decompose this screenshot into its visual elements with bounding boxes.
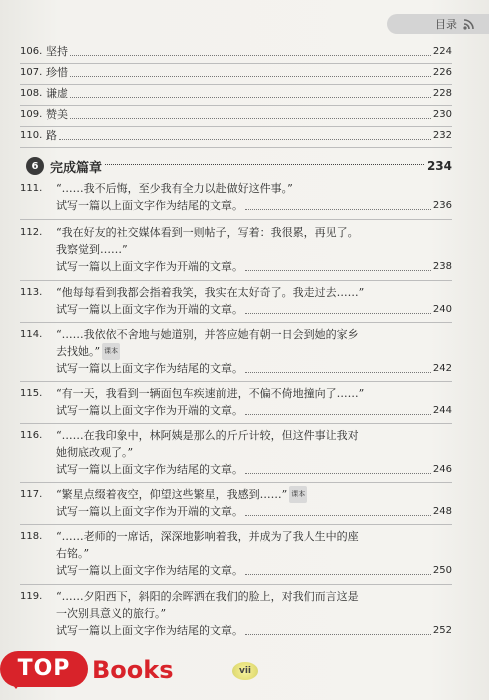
entry-prompt: “……我不后悔，至少我有全力以赴做好这件事。” bbox=[56, 182, 293, 195]
toc-item[interactable] bbox=[20, 108, 452, 122]
leader-dots bbox=[70, 96, 431, 98]
row-divider bbox=[20, 84, 452, 85]
topbooks-logo bbox=[0, 650, 190, 690]
toc-entry[interactable] bbox=[20, 224, 452, 275]
toc-entry[interactable] bbox=[20, 326, 452, 377]
entry-prompt: “……老师的一席话，深深地影响着我，并成为了我人生中的座 bbox=[56, 530, 359, 543]
entry-page: 242 bbox=[432, 363, 452, 374]
contents-tab-label: 目录 bbox=[435, 18, 457, 31]
leader-dots bbox=[245, 208, 431, 210]
section-heading[interactable] bbox=[26, 156, 452, 176]
toc-item[interactable] bbox=[20, 45, 452, 59]
toc-item[interactable] bbox=[20, 66, 452, 80]
row-divider bbox=[20, 147, 452, 148]
leader-dots bbox=[70, 117, 431, 119]
entry-number: 119. bbox=[20, 591, 43, 602]
footer-page-number: vii bbox=[232, 662, 258, 680]
leader-dots bbox=[59, 138, 431, 140]
entry-instruction: 试写一篇以上面文字作为结尾的文章。 bbox=[56, 199, 243, 212]
leader-dots bbox=[245, 312, 431, 314]
entry-prompt-cont: 她彻底改观了。” bbox=[56, 446, 134, 459]
entry-number: 117. bbox=[20, 489, 43, 500]
toc-item-page: 230 bbox=[432, 109, 452, 120]
entry-instruction: 试写一篇以上面文字作为结尾的文章。 bbox=[56, 624, 243, 637]
entry-instruction: 试写一篇以上面文字作为结尾的文章。 bbox=[56, 463, 243, 476]
leader-dots bbox=[245, 269, 431, 271]
toc-item-page: 228 bbox=[432, 88, 452, 99]
entry-page: 236 bbox=[432, 200, 452, 211]
leader-dots bbox=[70, 54, 431, 56]
leader-dots bbox=[245, 514, 431, 516]
toc-entry[interactable] bbox=[20, 385, 452, 419]
rss-icon bbox=[463, 18, 475, 30]
toc-entry[interactable] bbox=[20, 486, 452, 520]
textbook-badge: 课本 bbox=[289, 486, 307, 503]
toc-item-title: 路 bbox=[46, 129, 57, 142]
entry-number: 113. bbox=[20, 287, 43, 298]
toc-item-number: 106. bbox=[20, 46, 43, 57]
entry-prompt: “有一天，我看到一辆面包车疾速前进，不偏不倚地撞向了……” bbox=[56, 387, 365, 400]
entry-prompt-cont: 我察觉到……” bbox=[56, 243, 128, 256]
row-divider bbox=[20, 280, 452, 281]
row-divider bbox=[20, 63, 452, 64]
toc-entry[interactable] bbox=[20, 427, 452, 478]
entry-page: 240 bbox=[432, 304, 452, 315]
toc-entry[interactable] bbox=[20, 180, 452, 214]
entry-number: 118. bbox=[20, 531, 43, 542]
entry-instruction: 试写一篇以上面文字作为开端的文章。 bbox=[56, 505, 243, 518]
contents-tab[interactable] bbox=[387, 14, 489, 34]
toc-entry[interactable] bbox=[20, 588, 452, 639]
toc-item-number: 110. bbox=[20, 130, 43, 141]
toc-item-page: 232 bbox=[432, 130, 452, 141]
toc-item-number: 109. bbox=[20, 109, 43, 120]
row-divider bbox=[20, 584, 452, 585]
entry-prompt: “繁星点缀着夜空，仰望这些繁星，我感到……” bbox=[56, 488, 288, 501]
entry-number: 116. bbox=[20, 430, 43, 441]
entry-instruction: 试写一篇以上面文字作为开端的文章。 bbox=[56, 303, 243, 316]
entry-instruction: 试写一篇以上面文字作为开端的文章。 bbox=[56, 404, 243, 417]
entry-instruction: 试写一篇以上面文字作为开端的文章。 bbox=[56, 260, 243, 273]
toc-entry[interactable] bbox=[20, 528, 452, 579]
entry-page: 248 bbox=[432, 506, 452, 517]
row-divider bbox=[20, 524, 452, 525]
entry-page: 252 bbox=[432, 625, 452, 636]
entry-page: 244 bbox=[432, 405, 452, 416]
leader-dots bbox=[245, 633, 431, 635]
leader-dots bbox=[70, 75, 431, 77]
toc-item-page: 226 bbox=[432, 67, 452, 78]
entry-page: 250 bbox=[432, 565, 452, 576]
entry-page: 246 bbox=[432, 464, 452, 475]
toc-item-title: 赞美 bbox=[46, 108, 68, 121]
toc-item[interactable] bbox=[20, 87, 452, 101]
entry-prompt: “……在我印象中，林阿姨是那么的斤斤计较，但这件事让我对 bbox=[56, 429, 359, 442]
row-divider bbox=[20, 381, 452, 382]
entry-prompt: “我在好友的社交媒体看到一则帖子，写着：我很累，再见了。 bbox=[56, 226, 359, 239]
toc-item-title: 珍惜 bbox=[46, 66, 68, 79]
entry-page: 238 bbox=[432, 261, 452, 272]
leader-dots bbox=[245, 472, 431, 474]
entry-prompt: “他每每看到我都会指着我笑，我实在太好奇了。我走过去……” bbox=[56, 286, 365, 299]
toc-item-title: 坚持 bbox=[46, 45, 68, 58]
entry-number: 115. bbox=[20, 388, 43, 399]
toc-item[interactable] bbox=[20, 129, 452, 143]
row-divider bbox=[20, 423, 452, 424]
toc-item-number: 107. bbox=[20, 67, 43, 78]
entry-number: 111. bbox=[20, 183, 43, 194]
row-divider bbox=[20, 482, 452, 483]
textbook-badge: 课本 bbox=[102, 343, 120, 360]
section-number-badge: 6 bbox=[26, 157, 44, 175]
row-divider bbox=[20, 219, 452, 220]
logo-bubble bbox=[0, 651, 88, 689]
entry-prompt: “……我依依不舍地与她道别，并答应她有朝一日会到她的家乡 bbox=[56, 328, 359, 341]
row-divider bbox=[20, 126, 452, 127]
entry-number: 112. bbox=[20, 227, 43, 238]
leader-dots bbox=[245, 371, 431, 373]
entry-instruction: 试写一篇以上面文字作为结尾的文章。 bbox=[56, 362, 243, 375]
row-divider bbox=[20, 105, 452, 106]
entry-prompt-cont: 一次别具意义的旅行。” bbox=[56, 607, 167, 620]
entry-prompt-cont: 去找她。” bbox=[56, 345, 101, 358]
toc-entry[interactable] bbox=[20, 284, 452, 318]
toc-item-title: 谦虚 bbox=[46, 87, 68, 100]
section-page: 234 bbox=[426, 159, 452, 173]
logo-top-text: TOP bbox=[17, 656, 71, 681]
logo-books-text: Books bbox=[92, 656, 174, 684]
entry-prompt: “……夕阳西下，斜阳的余晖洒在我们的脸上，对我们而言这是 bbox=[56, 590, 359, 603]
entry-prompt-cont: 右铭。” bbox=[56, 547, 90, 560]
toc-item-number: 108. bbox=[20, 88, 43, 99]
leader-dots bbox=[105, 164, 424, 165]
row-divider bbox=[20, 322, 452, 323]
section-title: 完成篇章 bbox=[50, 160, 103, 176]
leader-dots bbox=[245, 413, 431, 415]
leader-dots bbox=[245, 573, 431, 575]
entry-instruction: 试写一篇以上面文字作为结尾的文章。 bbox=[56, 564, 243, 577]
entry-number: 114. bbox=[20, 329, 43, 340]
toc-item-page: 224 bbox=[432, 46, 452, 57]
